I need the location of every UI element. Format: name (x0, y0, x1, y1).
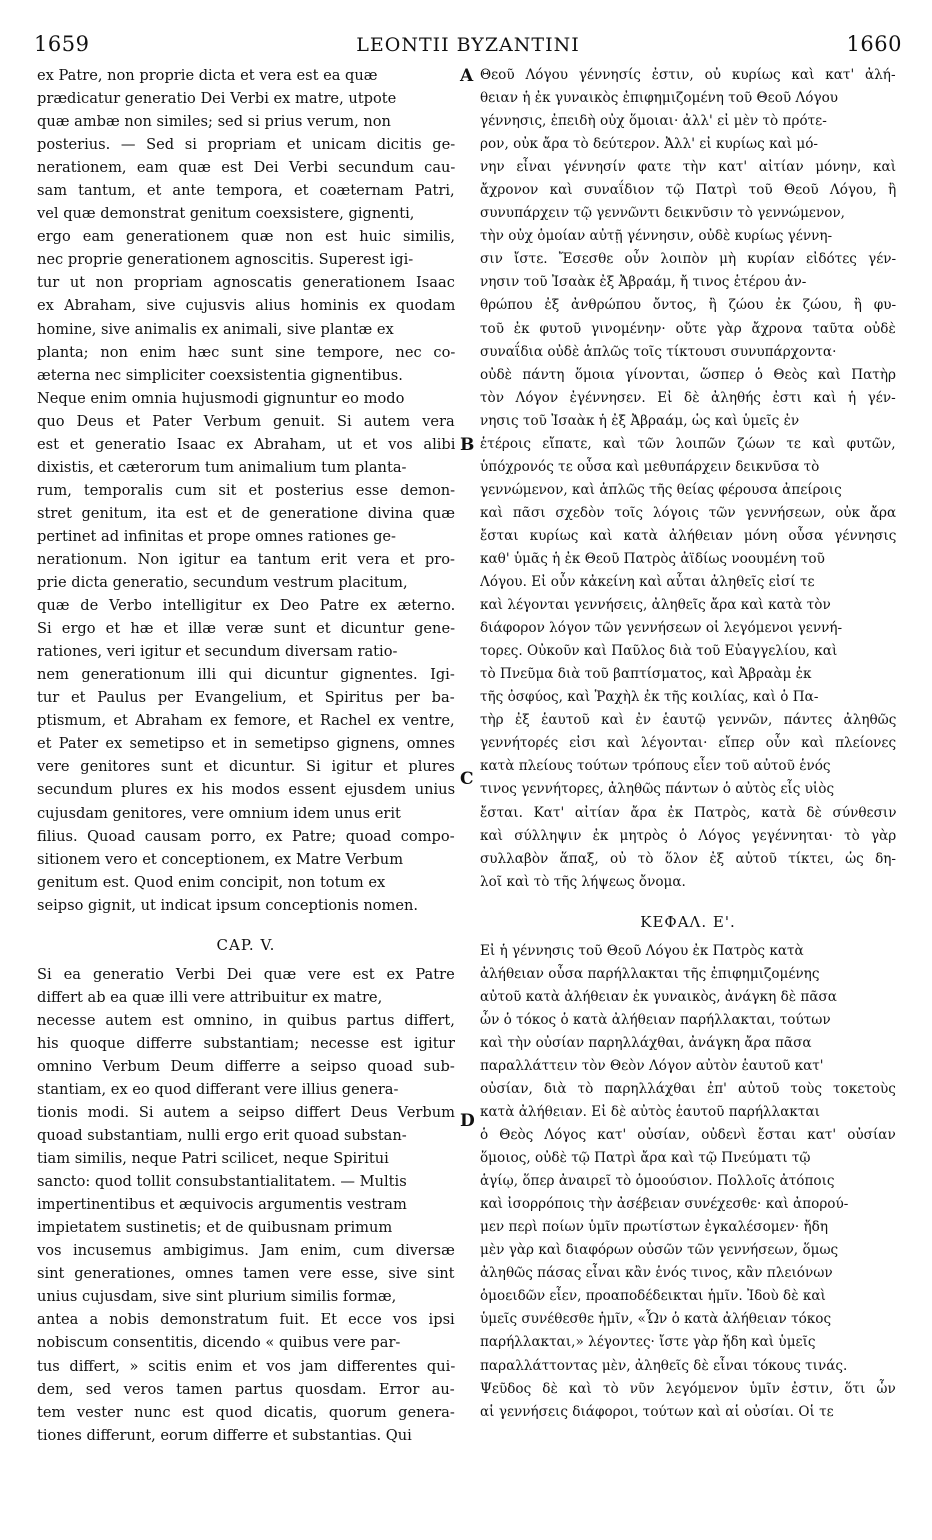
text-line: planta; non enim hæc sunt sine tempore, nec co- (37, 343, 455, 361)
text-line: quæ ambæ non similes; sed si prius verum, non (37, 113, 391, 131)
text-line: homine, sive animalis ex animali, sive plantæ ex (37, 320, 394, 338)
text-line: διάφορον λόγον τῶν γεννήσεων οἱ λεγόμενοι γεννή- (480, 620, 843, 637)
text-line: Ψεῦδος δὲ καὶ τὸ νῦν λεγόμενον ὑμῖν ἐστιν, ὅτι ὧν (480, 1380, 896, 1397)
text-line: οὐδὲ πάντη ὅμοια γίνονται, ὥσπερ ὁ Θεὸς καὶ Πατὴρ (480, 366, 896, 383)
text-line: prie dicta generatio, secundum vestrum placitum, (37, 574, 408, 592)
text-line: nobiscum consentitis, dicendo « quibus vere par- (37, 1334, 401, 1352)
text-line: sint generationes, omnes tamen vere esse, sive sint (37, 1265, 455, 1283)
text-line: γεννήτορές εἰσι καὶ λέγονται· εἴπερ οὖν καὶ πλείονες (480, 735, 896, 752)
margin-marker-b: B (460, 435, 475, 455)
latin-paragraph-2 (37, 963, 455, 1447)
text-line: κατὰ ἀλήθειαν. Εἰ δὲ αὐτὸς ἑαυτοῦ παρήλλακται (480, 1104, 820, 1121)
text-line: sam tantum, et ante tempora, et coæternam Patri, (37, 182, 455, 200)
text-line: θρώπου ἐξ ἀνθρώπου ὄντος, ἢ ζώου ἐκ ζώου, ἢ φυ- (480, 297, 896, 314)
text-line: tionis modi. Si autem a seipso differt Deus Verbum (37, 1104, 455, 1122)
text-line: τὸν Λόγον ἐγέννησεν. Εἰ δὲ ἀληθής ἐστι καὶ ἡ γέν- (480, 389, 896, 406)
text-line: καὶ πᾶσι σχεδὸν τοῖς λόγοις τῶν γεννήσεων, οὐκ ἄρα (480, 504, 896, 521)
text-line: τὴν οὐχ ὁμοίαν αὐτῇ γέννησιν, οὐδὲ κυρίως γέννη- (480, 228, 833, 245)
text-line: nerationum. Non igitur ea tantum erit vera et pro- (37, 550, 455, 568)
page-header (34, 32, 902, 62)
latin-paragraph-1 (37, 64, 455, 917)
text-line: αὐτοῦ κατὰ ἀλήθειαν ἐκ γυναικὸς, ἀνάγκη δὲ πᾶσα (480, 988, 837, 1005)
text-line: dem, sed veros tamen partus quosdam. Error au- (37, 1380, 455, 1398)
text-line: καὶ τὴν οὐσίαν παρηλλάχθαι, ἀνάγκη ἄρα πᾶσα (480, 1034, 812, 1051)
text-line: tem vester nunc est quod dicatis, quorum genera- (37, 1403, 455, 1421)
text-line: οὐσίαν, διὰ τὸ παρηλλάχθαι ἐπ' αὐτοῦ τοὺς τοκετοὺς (480, 1080, 896, 1097)
text-line: secundum plures ex his modos essent ejusdem unius (37, 781, 455, 799)
text-line: impertinentibus et æquivocis argumentis vestram (37, 1196, 407, 1214)
text-line: γεννώμενον, καὶ ἁπλῶς τῆς θείας φέρουσα ἀπείροις (480, 481, 842, 498)
text-line: νην εἶναι γέννησίν φατε τὴν κατ' αἰτίαν μόνην, καὶ (480, 159, 896, 176)
text-line: αἱ γεννήσεις διάφοροι, τούτων καὶ αἱ οὐσίαι. Οἱ τε (480, 1403, 834, 1420)
running-title: LEONTII BYZANTINI (356, 34, 580, 56)
text-line: nem generationum illi qui dicuntur gignentes. Igi- (37, 666, 455, 684)
margin-marker-a: A (460, 66, 474, 86)
greek-column (480, 64, 896, 1424)
text-line: καὶ λέγονται γεννήσεις, ἀληθεῖς ἄρα καὶ κατὰ τὸν (480, 597, 831, 614)
text-line: παρήλλακται,» λέγοντες· ἴστε γὰρ ἤδη καὶ ὑμεῖς (480, 1334, 816, 1351)
text-line: ἔσται κυρίως καὶ κατὰ ἀλήθειαν μόνη οὖσα γέννησις (480, 527, 896, 544)
text-line: ρον, οὐκ ἄρα τὸ δεύτερον. Ἀλλ' εἰ κυρίως καὶ μό- (480, 136, 819, 153)
text-line: Si ergo et hæ et illæ veræ sunt et dicuntur gene- (37, 620, 455, 638)
text-line: æterna nec simpliciter coexsistentia gignentibus. (37, 366, 403, 384)
latin-column (37, 64, 455, 1447)
text-line: omnino Verbum Deum differre a seipso quoad sub- (37, 1057, 455, 1075)
text-line: παραλλάττοντας μὲν, ἀληθεῖς δὲ εἶναι τόκους τινάς. (480, 1357, 848, 1374)
text-line: ἁγίῳ, ὅπερ ἀναιρεῖ τὸ ὁμοούσιον. Πολλοῖς ἀτόποις (480, 1173, 835, 1190)
text-line: ὑπόχρονός τε οὖσα καὶ μεθυπάρχειν δεικνῦσα τὸ (480, 458, 820, 475)
text-line: antea a nobis demonstratum fuit. Et ecce vos ipsi (37, 1311, 455, 1329)
text-line: ex Abraham, sive cujusvis alius hominis ex quodam (37, 297, 455, 315)
text-line: cujusdam genitores, vere omnium idem unus erit (37, 804, 401, 822)
text-line: τινος γεννήτορες, ἀληθῶς πάντων ὁ αὐτὸς εἷς υἱὸς (480, 781, 835, 798)
text-line: καθ' ὑμᾶς ἡ ἐκ Θεοῦ Πατρὸς ἀϊδίως νοουμένη τοῦ (480, 550, 825, 567)
text-line: pertinet ad infinitas et prope omnes rationes ge- (37, 527, 396, 545)
text-line: γέννησις, ἐπειδὴ οὐχ ὅμοιαι· ἀλλ' εἰ μὲν τὸ πρότε- (480, 113, 827, 130)
text-line: ὅμοιος, οὐδὲ τῷ Πατρὶ ἄρα καὶ τῷ Πνεύματι τῷ (480, 1150, 811, 1167)
text-line: συνυπάρχειν τῷ γεννῶντι δεικνῦσιν τὸ γεννώμενον, (480, 205, 846, 222)
text-line: est et generatio Isaac ex Abraham, ut et vos alibi (37, 435, 455, 453)
text-line: παραλλάττειν τὸν Θεὸν Λόγον αὐτὸν ἑαυτοῦ κατ' (480, 1057, 824, 1074)
text-line: dixistis, et cæterorum tum animalium tum planta- (37, 458, 407, 476)
greek-paragraph-1 (480, 64, 896, 894)
text-line: ὑμεῖς συνέθεσθε ἡμῖν, «Ὧν ὁ κατὰ ἀλήθειαν τόκος (480, 1311, 832, 1328)
text-line: vere genitores sunt et dicuntur. Si igitur et plures (37, 758, 455, 776)
latin-chapter-heading: CAP. V. (216, 935, 276, 954)
text-line: nec proprie generationem agnoscitis. Superest igi- (37, 251, 414, 269)
text-line: stantiam, ex eo quod differant vere illius genera- (37, 1080, 399, 1098)
text-line: ἀληθῶς πάσας εἶναι κἂν ἑνός τινος, κἂν πλειόνων (480, 1265, 833, 1282)
text-line: ὁμοειδῶν εἶεν, προαποδέδεικται ἡμῖν. Ἰδοὺ δὲ καὶ (480, 1288, 826, 1305)
text-line: ἔσται. Κατ' αἰτίαν ἄρα ἐκ Πατρὸς, κατὰ δὲ σύνθεσιν (480, 804, 896, 821)
text-line: vos incusemus ambigimus. Jam enim, cum diversæ (37, 1242, 455, 1260)
text-line: τὴρ ἐξ ἑαυτοῦ καὶ ἐν ἑαυτῷ γεννῶν, πάντες ἀληθῶς (480, 712, 896, 729)
text-line: τορες. Οὐκοῦν καὶ Παῦλος διὰ τοῦ Εὐαγγελίου, καὶ (480, 643, 838, 660)
text-line: tur ut non propriam agnoscatis generationem Isaac (37, 274, 455, 292)
text-line: quæ de Verbo intelligitur ex Deo Patre ex æterno. (37, 597, 455, 615)
text-line: tus differt, » scitis enim et vos jam differentes qui- (37, 1357, 455, 1375)
text-line: Εἰ ἡ γέννησις τοῦ Θεοῦ Λόγου ἐκ Πατρὸς κατὰ (480, 942, 804, 959)
margin-marker-d: D (460, 1111, 475, 1131)
text-line: καὶ σύλληψιν ἐκ μητρὸς ὁ Λόγος γεγέννηται· τὸ γὰρ (480, 827, 896, 844)
text-line: καὶ ἰσορρόποις τὴν ἀσέβειαν συνέχεσθε· καὶ ἀπορού- (480, 1196, 849, 1213)
text-line: ἑτέροις εἴπατε, καὶ τῶν λοιπῶν ζώων τε καὶ φυτῶν, (480, 435, 896, 452)
text-line: σιν ἴστε. Ἔσεσθε οὖν λοιπὸν μὴ κυρίαν εἰδότες γέν- (480, 251, 896, 268)
text-line: quo Deus et Pater Verbum genuit. Si autem vera (37, 412, 455, 430)
text-line: τῆς ὀσφύος, καὶ Ῥαχὴλ ἐκ τῆς κοιλίας, καὶ ὁ Πα- (480, 689, 819, 706)
text-line: κατὰ πλείους τούτων τρόπους εἶεν τοῦ αὐτοῦ ἑνός (480, 758, 831, 775)
text-line: necesse autem est omnino, in quibus partus differt, (37, 1011, 455, 1029)
margin-marker-c: C (460, 769, 474, 789)
text-line: tiam similis, neque Patri scilicet, neque Spiritui (37, 1150, 389, 1168)
greek-chapter-heading: ΚΕΦΑΛ. Ε'. (640, 912, 736, 931)
text-line: ὁ Θεὸς Λόγος κατ' οὐσίαν, οὐδενὶ ἔσται κατ' οὐσίαν (480, 1127, 896, 1144)
text-line: τοῦ ἐκ φυτοῦ γινομένην· οὔτε γὰρ ἄχρονα ταῦτα οὐδὲ (480, 320, 896, 337)
text-line: unius cujusdam, sive sint plurium similis formæ, (37, 1288, 397, 1306)
text-line: τὸ Πνεῦμα διὰ τοῦ βαπτίσματος, καὶ Ἀβραὰμ ἐκ (480, 666, 812, 683)
text-line: genitum est. Quod enim concipit, non totum ex (37, 873, 386, 891)
text-line: sitionem vero et conceptionem, ex Matre Verbum (37, 850, 404, 868)
text-line: tiones differunt, eorum differre et substantias. Qui (37, 1426, 412, 1444)
text-line: posterius. — Sed si propriam et unicam dicitis ge- (37, 136, 455, 154)
text-line: his quoque differre substantiam; necesse est igitur (37, 1034, 455, 1052)
text-line: συναΐδια οὐδὲ ἁπλῶς τοῖς τίκτουσι συνυπάρχοντα· (480, 343, 837, 360)
text-line: prædicatur generatio Dei Verbi ex matre, utpote (37, 90, 397, 108)
text-line: rum, temporalis cum sit et posterius esse demon- (37, 481, 455, 499)
text-line: rationes, veri igitur et secundum diversam ratio- (37, 643, 398, 661)
text-line: ἄχρονον καὶ συναΐδιον τῷ Πατρὶ τοῦ Θεοῦ Λόγου, ἢ (480, 182, 896, 199)
text-line: et Pater ex semetipso et in semetipso gignens, omnes (37, 735, 455, 753)
text-line: μεν περὶ ποίων ὑμῖν πρωτίστων ἐγκαλέσομεν· ἤδη (480, 1219, 829, 1236)
text-line: tur et Paulus per Evangelium, et Spiritus per ba- (37, 689, 455, 707)
text-line: filius. Quoad causam porro, ex Patre; quoad compo- (37, 827, 455, 845)
text-line: μὲν γὰρ καὶ διαφόρων οὐσῶν τῶν γεννήσεων, ὅμως (480, 1242, 839, 1259)
text-line: quoad substantiam, nulli ergo erit quoad substan- (37, 1127, 407, 1145)
text-line: stret genitum, ita est et de generatione divina quæ (37, 504, 455, 522)
text-line: ex Patre, non proprie dicta et vera est ea quæ (37, 67, 378, 84)
text-line: ὧν ὁ τόκος ὁ κατὰ ἀλήθειαν παρήλλακται, τούτων (480, 1011, 831, 1028)
text-line: θειαν ἡ ἐκ γυναικὸς ἐπιφημιζομένη τοῦ Θεοῦ Λόγου (480, 90, 839, 107)
text-line: differt ab ea quæ illi vere attribuitur ex matre, (37, 988, 383, 1006)
text-line: Si ea generatio Verbi Dei quæ vere est ex Patre (37, 965, 455, 983)
text-line: λοῖ καὶ τὸ τῆς λήψεως ὄνομα. (480, 873, 686, 890)
text-line: Λόγου. Εἰ οὖν κἀκείνη καὶ αὗται ἀληθεῖς εἰσί τε (480, 574, 815, 591)
text-line: νησιν τοῦ Ἰσαὰκ ἐξ Ἀβραάμ, ἤ τινος ἑτέρου ἀν- (480, 274, 807, 291)
greek-paragraph-2 (480, 940, 896, 1424)
text-line: Θεοῦ Λόγου γέννησίς ἐστιν, οὐ κυρίως καὶ κατ' ἀλή- (480, 67, 896, 83)
page-number-left: 1659 (34, 32, 90, 56)
text-line: vel quæ demonstrat genitum coexsistere, gignenti, (37, 205, 415, 223)
text-line: νησις τοῦ Ἰσαὰκ ἡ ἐξ Ἀβραάμ, ὡς καὶ ὑμεῖς ἐν (480, 412, 800, 429)
text-line: συλλαβὸν ἅπαξ, οὐ τὸ ὅλον ἐξ αὐτοῦ τίκτει, ὡς δη- (480, 850, 896, 867)
text-line: impietatem sustinetis; et de quibusnam primum (37, 1219, 393, 1237)
text-line: nerationem, eam quæ est Dei Verbi secundum cau- (37, 159, 455, 177)
text-line: Neque enim omnia hujusmodi gignuntur eo modo (37, 389, 405, 407)
text-line: ptismum, et Abraham ex femore, et Rachel ex ventre, (37, 712, 455, 730)
text-line: sancto: quod tollit consubstantialitatem. — Multis (37, 1173, 407, 1191)
text-line: ἀλήθειαν οὖσα παρήλλακται τῆς ἐπιφημιζομένης (480, 965, 820, 982)
page-number-right: 1660 (846, 32, 902, 56)
text-line: seipso gignit, ut indicat ipsum conceptionis nomen. (37, 896, 419, 914)
text-line: ergo eam generationem quæ non est huic similis, (37, 228, 455, 246)
